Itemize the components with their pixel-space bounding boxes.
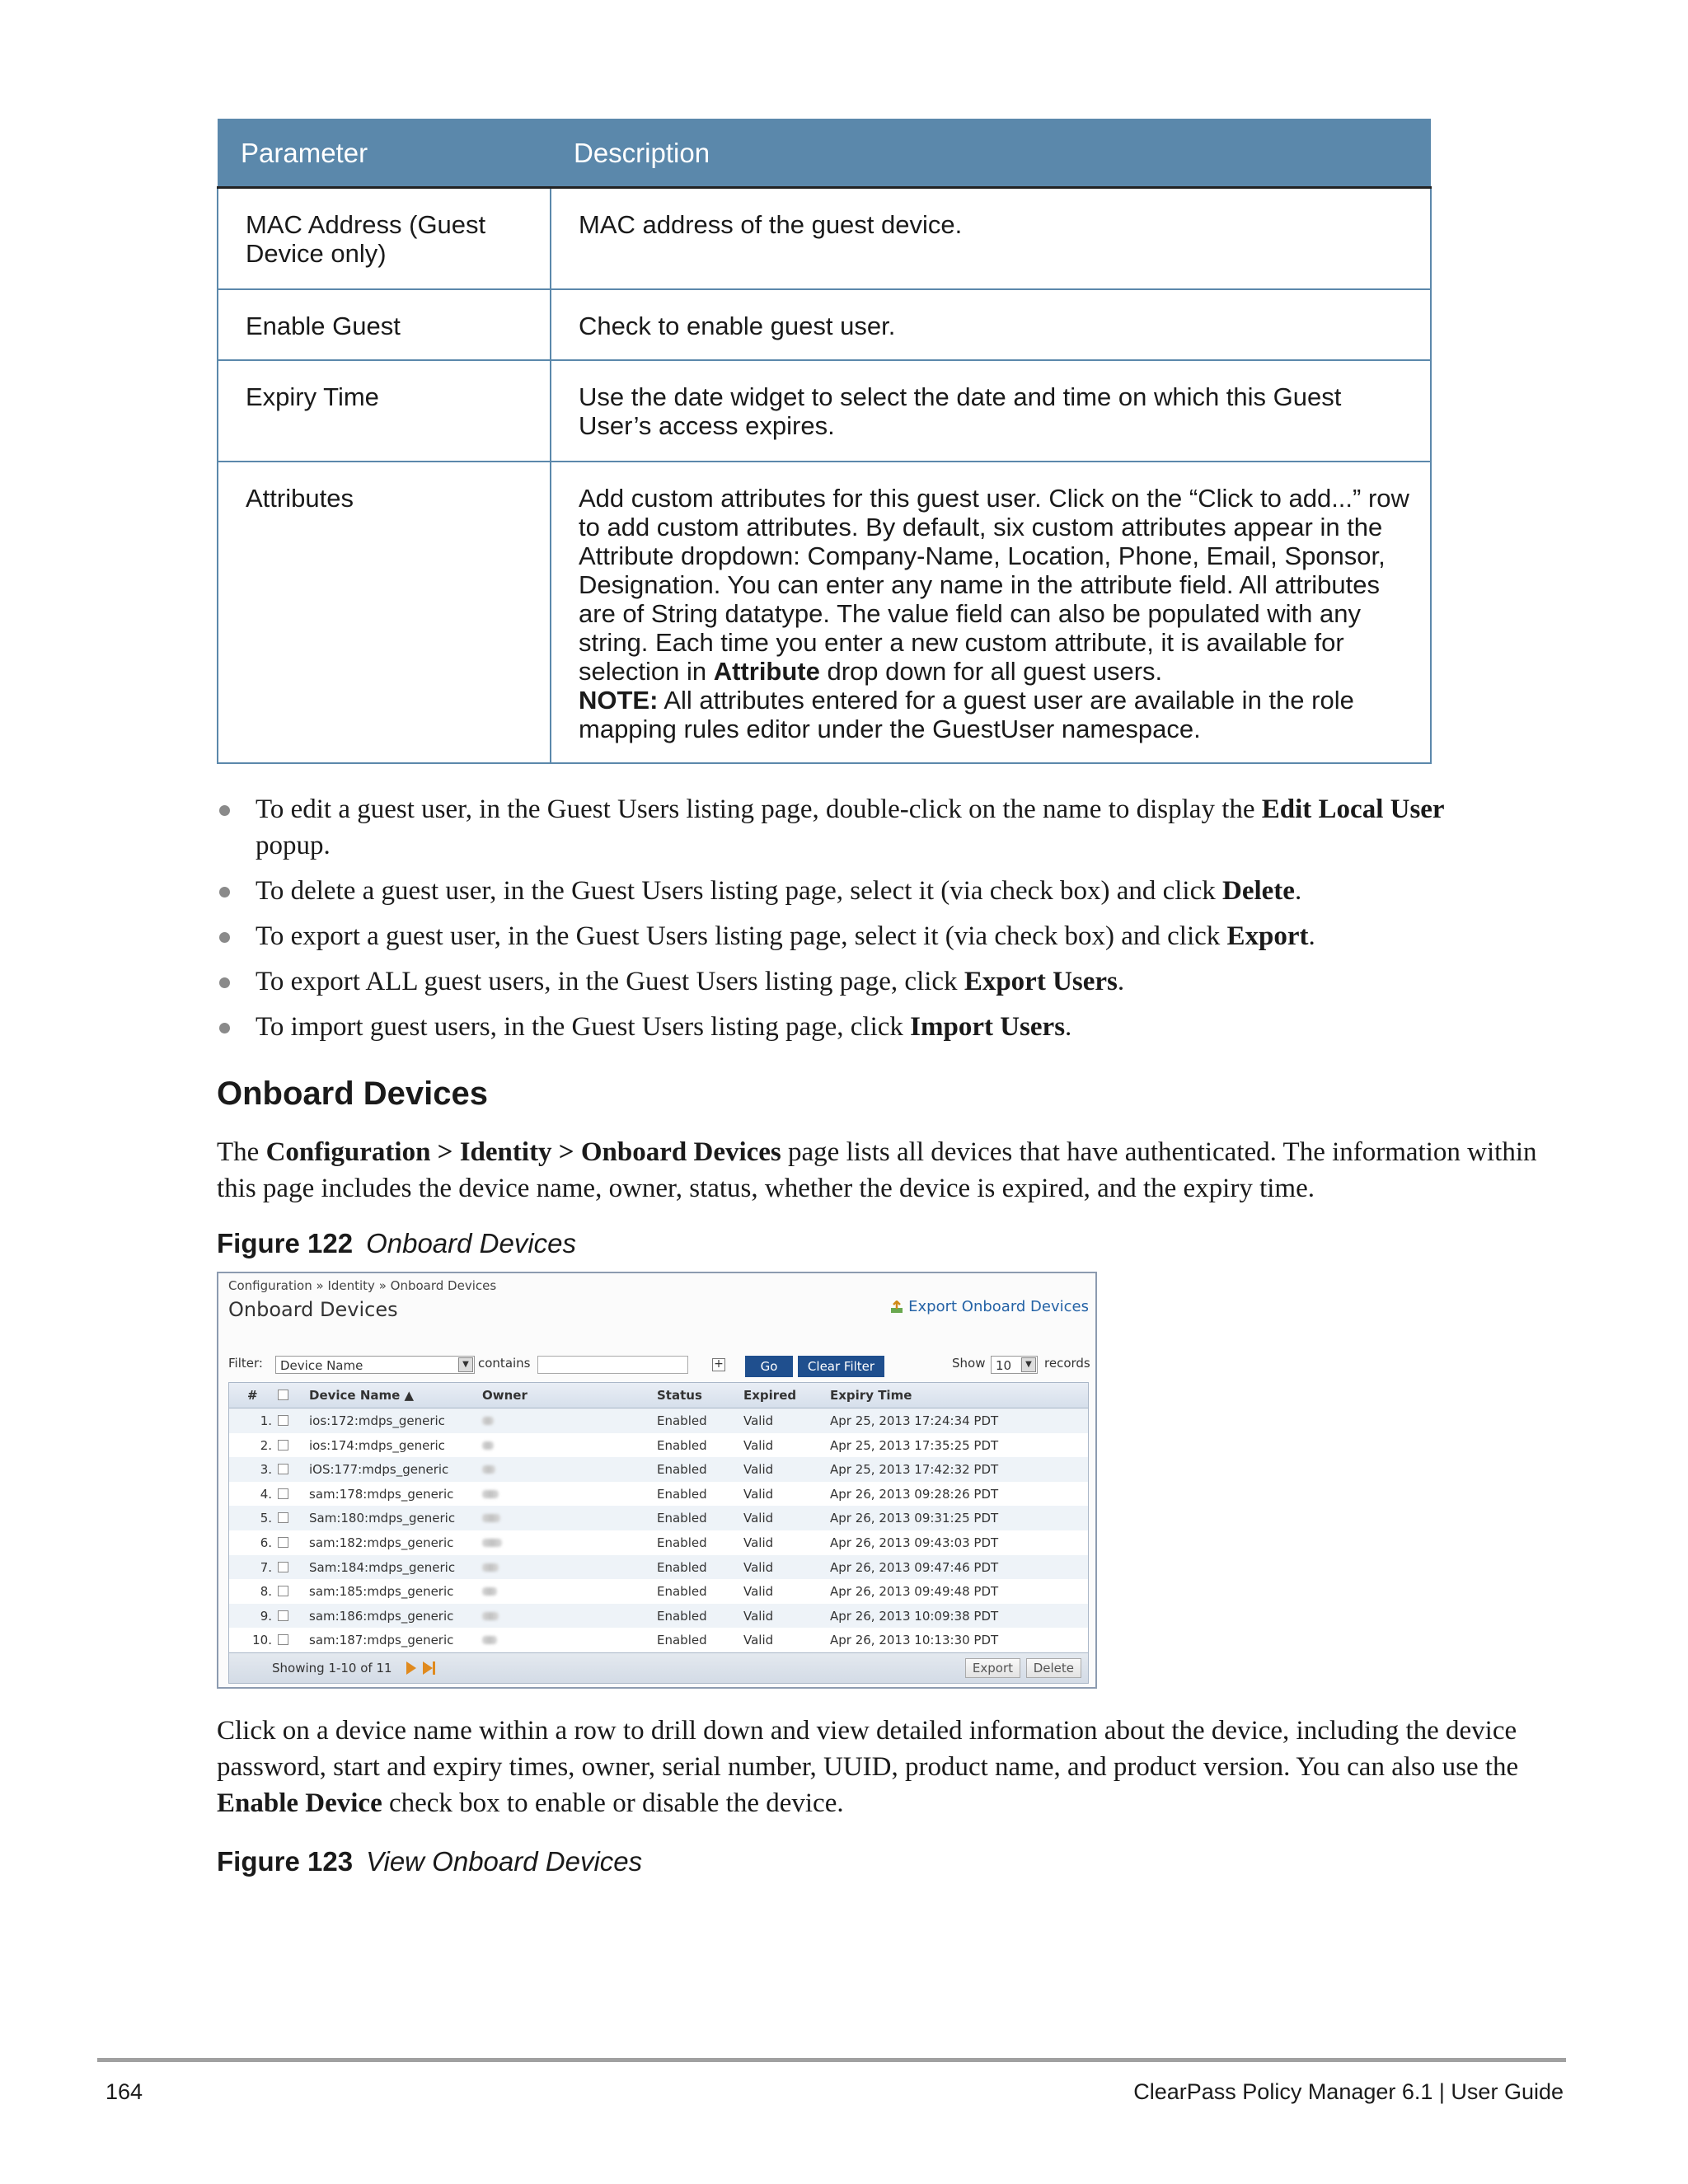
- row-checkbox[interactable]: [278, 1586, 288, 1596]
- owner-redacted: [482, 1441, 494, 1450]
- para-text: check box to enable or disable the device.: [382, 1788, 844, 1818]
- row-checkbox[interactable]: [278, 1512, 288, 1523]
- expiry-time: Apr 26, 2013 09:28:26 PDT: [830, 1486, 999, 1502]
- clear-filter-button[interactable]: Clear Filter: [798, 1356, 884, 1377]
- param-cell: Attributes: [218, 462, 551, 763]
- bullet-text: popup.: [256, 831, 331, 860]
- page-number: 164: [106, 2079, 143, 2104]
- param-cell: Expiry Time: [218, 360, 551, 462]
- owner-redacted: [482, 1465, 495, 1474]
- header-parameter: Parameter: [218, 119, 551, 188]
- bullet-bold: Export: [1226, 921, 1309, 951]
- table-row: [218, 360, 1431, 462]
- row-number: 5.: [260, 1511, 272, 1526]
- expired: Valid: [743, 1608, 774, 1624]
- table-row[interactable]: [229, 1604, 1088, 1629]
- bullet-bold: Delete: [1222, 876, 1295, 906]
- onboard-devices-screenshot: [217, 1272, 1097, 1689]
- param-cell: Enable Guest: [218, 289, 551, 360]
- intro-bold: Configuration > Identity > Onboard Devices: [265, 1137, 781, 1167]
- records-label: records: [1044, 1356, 1090, 1371]
- row-number: 9.: [260, 1608, 272, 1624]
- intro-paragraph: [217, 1134, 1568, 1207]
- row-number: 7.: [260, 1559, 272, 1575]
- desc-bold: Attribute: [713, 657, 820, 686]
- col-expired[interactable]: Expired: [743, 1388, 797, 1403]
- expired: Valid: [743, 1559, 774, 1575]
- list-item: [217, 791, 1511, 864]
- expiry-time: Apr 26, 2013 10:09:38 PDT: [830, 1608, 999, 1624]
- row-checkbox[interactable]: [278, 1634, 288, 1645]
- table-row[interactable]: [229, 1457, 1088, 1482]
- records-per-page-select[interactable]: [991, 1356, 1038, 1374]
- row-number: 4.: [260, 1486, 272, 1502]
- figure-title: Onboard Devices: [366, 1228, 577, 1258]
- expired: Valid: [743, 1437, 774, 1453]
- devices-table: [228, 1382, 1089, 1684]
- bullet-bold: Edit Local User: [1261, 794, 1445, 824]
- list-item: [217, 873, 1511, 909]
- figure-number: Figure 122: [217, 1228, 354, 1258]
- select-all-checkbox[interactable]: [278, 1390, 288, 1400]
- status: Enabled: [657, 1608, 707, 1624]
- filter-operator: contains: [478, 1356, 531, 1371]
- table-row[interactable]: [229, 1408, 1088, 1433]
- row-checkbox[interactable]: [278, 1415, 288, 1426]
- row-checkbox[interactable]: [278, 1537, 288, 1548]
- expired: Valid: [743, 1584, 774, 1600]
- status: Enabled: [657, 1559, 707, 1575]
- note-text: All attributes entered for a guest user are available in the role mapping rules editor under the GuestUser namespace.: [579, 686, 1354, 743]
- row-number: 3.: [260, 1462, 272, 1478]
- table-row[interactable]: [229, 1482, 1088, 1507]
- list-item: [217, 1009, 1511, 1045]
- expiry-time: Apr 26, 2013 09:43:03 PDT: [830, 1535, 999, 1550]
- param-cell: MAC Address (Guest Device only): [218, 188, 551, 290]
- bullet-text: To import guest users, in the Guest Users listing page, click: [256, 1012, 911, 1042]
- status: Enabled: [657, 1633, 707, 1648]
- next-page-icon[interactable]: [406, 1653, 416, 1683]
- table-body: [229, 1408, 1088, 1652]
- expiry-time: Apr 25, 2013 17:24:34 PDT: [830, 1413, 999, 1428]
- export-button[interactable]: Export: [965, 1658, 1020, 1678]
- table-row: [218, 289, 1431, 360]
- bullet-icon: [219, 887, 230, 898]
- showing-count: Showing 1-10 of 11: [272, 1660, 392, 1675]
- parameter-table: [217, 119, 1432, 764]
- row-number: 10.: [252, 1633, 272, 1648]
- figure-title: View Onboard Devices: [366, 1846, 643, 1877]
- table-row[interactable]: [229, 1530, 1088, 1555]
- owner-redacted: [482, 1563, 499, 1572]
- filter-field-value: Device Name: [280, 1358, 363, 1373]
- go-button[interactable]: Go: [745, 1356, 793, 1377]
- table-header-row: [218, 119, 1431, 188]
- expired: Valid: [743, 1462, 774, 1478]
- bullet-text: To edit a guest user, in the Guest Users listing page, double-click on the name to display the: [256, 794, 1262, 824]
- device-name[interactable]: ios:174:mdps_generic: [309, 1437, 445, 1453]
- intro-text: page lists all devices that have authenticated. The information within this page includes the device name, owner, status, whether the device is expired, and the expiry time.: [217, 1137, 1537, 1203]
- expired: Valid: [743, 1535, 774, 1550]
- table-footer: [229, 1652, 1088, 1683]
- table-row: [218, 188, 1431, 290]
- filter-value-input[interactable]: [537, 1356, 688, 1374]
- bullet-text: .: [1308, 921, 1315, 951]
- expiry-time: Apr 26, 2013 09:47:46 PDT: [830, 1559, 999, 1575]
- device-name[interactable]: sam:185:mdps_generic: [309, 1584, 454, 1600]
- expiry-time: Apr 25, 2013 17:42:32 PDT: [830, 1462, 999, 1478]
- table-row[interactable]: [229, 1555, 1088, 1580]
- bullet-bold: Export Users: [964, 967, 1118, 996]
- show-label: Show: [952, 1356, 986, 1371]
- device-name[interactable]: sam:178:mdps_generic: [309, 1486, 454, 1502]
- details-paragraph: [217, 1713, 1568, 1821]
- bullet-icon: [219, 932, 230, 943]
- bullet-text: .: [1294, 876, 1302, 906]
- row-checkbox[interactable]: [278, 1464, 288, 1474]
- row-checkbox[interactable]: [278, 1488, 288, 1499]
- filter-bar: [228, 1356, 1089, 1377]
- bullet-list: [217, 791, 1511, 1054]
- expired: Valid: [743, 1413, 774, 1428]
- add-filter-icon[interactable]: +: [712, 1358, 725, 1371]
- expiry-time: Apr 25, 2013 17:35:25 PDT: [830, 1437, 999, 1453]
- list-item: [217, 918, 1511, 954]
- owner-redacted: [482, 1417, 494, 1425]
- row-number: 1.: [260, 1413, 272, 1428]
- table-row: [218, 462, 1431, 763]
- export-link-label: Export Onboard Devices: [908, 1298, 1089, 1315]
- expired: Valid: [743, 1486, 774, 1502]
- table-row[interactable]: [229, 1579, 1088, 1604]
- export-onboard-devices-link[interactable]: [890, 1298, 1089, 1315]
- bullet-text: .: [1065, 1012, 1072, 1042]
- bullet-bold: Import Users: [910, 1012, 1066, 1042]
- bullet-text: To export a guest user, in the Guest Users listing page, select it (via check box) and click: [256, 921, 1227, 951]
- table-row[interactable]: [229, 1506, 1088, 1530]
- figure-caption: [217, 1228, 576, 1259]
- status: Enabled: [657, 1486, 707, 1502]
- footer-divider: [97, 2058, 1566, 2062]
- list-item: [217, 963, 1511, 1000]
- chevron-down-icon: ▼: [458, 1357, 473, 1372]
- note-line: [579, 686, 1412, 743]
- table-row[interactable]: [229, 1628, 1088, 1652]
- intro-text: The: [217, 1137, 266, 1167]
- figure-number: Figure 123: [217, 1846, 354, 1877]
- row-checkbox[interactable]: [278, 1562, 288, 1572]
- status: Enabled: [657, 1535, 707, 1550]
- device-name[interactable]: sam:187:mdps_generic: [309, 1633, 454, 1648]
- breadcrumb: Configuration » Identity » Onboard Devices: [228, 1278, 497, 1293]
- status: Enabled: [657, 1511, 707, 1526]
- bullet-text: To export ALL guest users, in the Guest Users listing page, click: [256, 967, 964, 996]
- guide-title: ClearPass Policy Manager 6.1 | User Guide: [1133, 2079, 1564, 2104]
- device-name[interactable]: Sam:184:mdps_generic: [309, 1559, 456, 1575]
- records-per-page-value: 10: [996, 1358, 1012, 1373]
- owner-redacted: [482, 1636, 497, 1644]
- desc-cell: MAC address of the guest device.: [551, 188, 1431, 290]
- owner-redacted: [482, 1490, 499, 1498]
- row-checkbox[interactable]: [278, 1440, 288, 1451]
- expiry-time: Apr 26, 2013 09:49:48 PDT: [830, 1584, 999, 1600]
- delete-button[interactable]: Delete: [1026, 1658, 1081, 1678]
- bullet-icon: [219, 805, 230, 816]
- row-number: 8.: [260, 1584, 272, 1600]
- status: Enabled: [657, 1437, 707, 1453]
- expired: Valid: [743, 1511, 774, 1526]
- export-icon: [890, 1301, 903, 1314]
- filter-field-select[interactable]: [275, 1356, 475, 1374]
- status: Enabled: [657, 1462, 707, 1478]
- page-title: Onboard Devices: [228, 1298, 398, 1321]
- device-name[interactable]: iOS:177:mdps_generic: [309, 1462, 449, 1478]
- bullet-icon: [219, 977, 230, 988]
- expiry-time: Apr 26, 2013 09:31:25 PDT: [830, 1511, 999, 1526]
- desc-cell: [551, 462, 1431, 763]
- desc-cell: Check to enable guest user.: [551, 289, 1431, 360]
- owner-redacted: [482, 1612, 499, 1620]
- expired: Valid: [743, 1633, 774, 1648]
- status: Enabled: [657, 1584, 707, 1600]
- col-num: #: [247, 1388, 258, 1403]
- desc-tail: drop down for all guest users.: [819, 657, 1163, 686]
- bullet-icon: [219, 1023, 230, 1033]
- bullet-text: .: [1117, 967, 1125, 996]
- desc-text: Add custom attributes for this guest user. Click on the “Click to add...” row to add custom attributes. By default, six custom attributes appear in the Attribute dropdown: Company-Name, Location, Phone, Email, Sponsor, Designation. You can enter any name in the attribute field. All attributes are of String datatype. The value field can also be populated with any string. Each time you enter a new custom attribute, it is available for selection in: [579, 484, 1409, 686]
- col-device-name[interactable]: Device Name ▲: [309, 1388, 415, 1403]
- para-bold: Enable Device: [217, 1788, 382, 1818]
- para-text: Click on a device name within a row to drill down and view detailed information about the device, including the device password, start and expiry times, owner, serial number, UUID, product name, and product version. You can also use the: [217, 1716, 1519, 1782]
- row-number: 2.: [260, 1437, 272, 1453]
- row-number: 6.: [260, 1535, 272, 1550]
- section-title: Onboard Devices: [217, 1076, 489, 1112]
- row-checkbox[interactable]: [278, 1610, 288, 1621]
- last-page-icon[interactable]: [423, 1653, 435, 1683]
- status: Enabled: [657, 1413, 707, 1428]
- owner-redacted: [482, 1539, 502, 1547]
- desc-cell: Use the date widget to select the date and time on which this Guest User’s access expires.: [551, 360, 1431, 462]
- header-description: Description: [551, 119, 1431, 188]
- owner-redacted: [482, 1514, 500, 1522]
- device-name[interactable]: ios:172:mdps_generic: [309, 1413, 445, 1428]
- device-name[interactable]: sam:182:mdps_generic: [309, 1535, 454, 1550]
- owner-redacted: [482, 1587, 497, 1596]
- expiry-time: Apr 26, 2013 10:13:30 PDT: [830, 1633, 999, 1648]
- figure-caption: [217, 1846, 642, 1877]
- bullet-text: To delete a guest user, in the Guest Users listing page, select it (via check box) and click: [256, 876, 1222, 906]
- filter-label: Filter:: [228, 1356, 263, 1371]
- note-label: NOTE:: [579, 686, 659, 715]
- device-name[interactable]: Sam:180:mdps_generic: [309, 1511, 456, 1526]
- table-header-row: [229, 1383, 1088, 1408]
- table-row[interactable]: [229, 1433, 1088, 1458]
- col-expiry-time[interactable]: Expiry Time: [830, 1388, 912, 1403]
- col-status[interactable]: Status: [657, 1388, 702, 1403]
- device-name[interactable]: sam:186:mdps_generic: [309, 1608, 454, 1624]
- chevron-down-icon: ▼: [1021, 1357, 1036, 1372]
- col-owner[interactable]: Owner: [482, 1388, 528, 1403]
